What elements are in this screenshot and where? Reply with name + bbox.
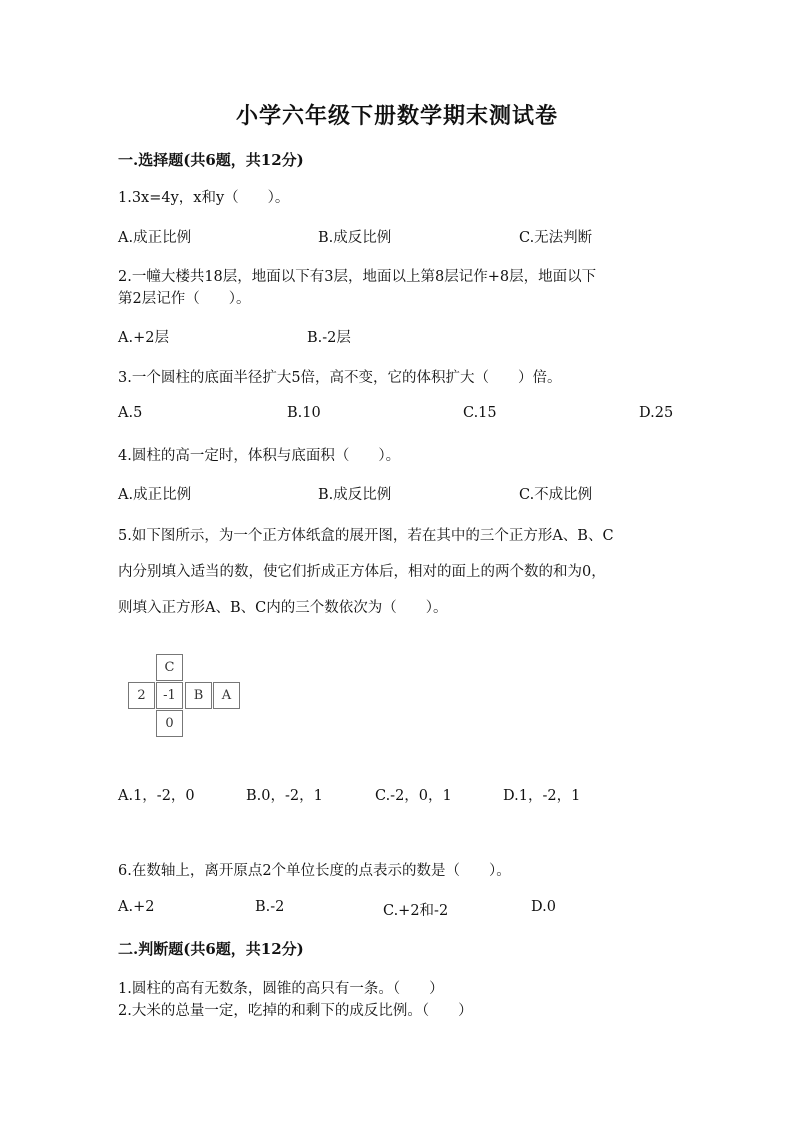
true-false-1-text: 1.圆柱的高有无数条，圆锥的高只有一条。（ ） xyxy=(118,981,444,997)
question-5-option-d: D.1，-2，1 xyxy=(503,788,581,804)
question-4-option-a: A.成正比例 xyxy=(118,487,192,503)
question-6-option-b: B.-2 xyxy=(255,899,285,915)
question-6-text: 6.在数轴上，离开原点2个单位长度的点表示的数是（ ）。 xyxy=(118,863,511,879)
section-heading-true-false: 二.判断题(共6题，共12分) xyxy=(118,940,304,958)
net-square-b: B xyxy=(185,682,212,709)
question-2-option-a: A.+2层 xyxy=(118,330,169,346)
question-4-option-c: C.不成比例 xyxy=(519,487,593,503)
question-2-option-b: B.-2层 xyxy=(307,330,351,346)
question-2-text-line1: 2.一幢大楼共18层，地面以下有3层，地面以上第8层记作+8层，地面以下 xyxy=(118,269,597,285)
question-6-option-a: A.+2 xyxy=(118,899,155,915)
question-5-text-line2: 内分别填入适当的数，使它们折成正方体后，相对的面上的两个数的和为0， xyxy=(118,564,606,580)
question-4-option-b: B.成反比例 xyxy=(318,487,392,503)
question-5-option-b: B.0，-2，1 xyxy=(246,788,323,804)
question-2-text-line2: 第2层记作（ ）。 xyxy=(118,291,251,307)
section-heading-choice: 一.选择题(共6题，共12分) xyxy=(118,151,304,169)
question-3-option-c: C.15 xyxy=(463,405,497,421)
question-1-option-c: C.无法判断 xyxy=(519,230,593,246)
question-1-option-b: B.成反比例 xyxy=(318,230,392,246)
question-3-option-b: B.10 xyxy=(287,405,321,421)
question-6-option-d: D.0 xyxy=(531,899,556,915)
cube-net-figure xyxy=(128,654,244,738)
question-5-text-line3: 则填入正方形A、B、C内的三个数依次为（ ）。 xyxy=(118,600,448,616)
question-1-text: 1.3x=4y，x和y（ ）。 xyxy=(118,190,290,206)
net-square-a: A xyxy=(213,682,240,709)
question-3-text: 3.一个圆柱的底面半径扩大5倍，高不变，它的体积扩大（ ）倍。 xyxy=(118,370,562,386)
net-square-left: 2 xyxy=(128,682,155,709)
question-5-option-a: A.1，-2，0 xyxy=(118,788,195,804)
question-1-option-a: A.成正比例 xyxy=(118,230,192,246)
net-square-top: C xyxy=(156,654,183,681)
question-3-option-d: D.25 xyxy=(639,405,674,421)
question-5-option-c: C.-2，0，1 xyxy=(375,788,452,804)
question-6-option-c: C.+2和-2 xyxy=(383,903,449,919)
net-square-center: -1 xyxy=(156,682,183,709)
question-5-text-line1: 5.如下图所示，为一个正方体纸盒的展开图，若在其中的三个正方形A、B、C xyxy=(118,528,614,544)
page-title: 小学六年级下册数学期末测试卷 xyxy=(235,103,558,129)
question-4-text: 4.圆柱的高一定时，体积与底面积（ ）。 xyxy=(118,448,401,464)
true-false-2-text: 2.大米的总量一定，吃掉的和剩下的成反比例。（ ） xyxy=(118,1003,473,1019)
question-3-option-a: A.5 xyxy=(118,405,143,421)
net-square-bottom: 0 xyxy=(156,710,183,737)
